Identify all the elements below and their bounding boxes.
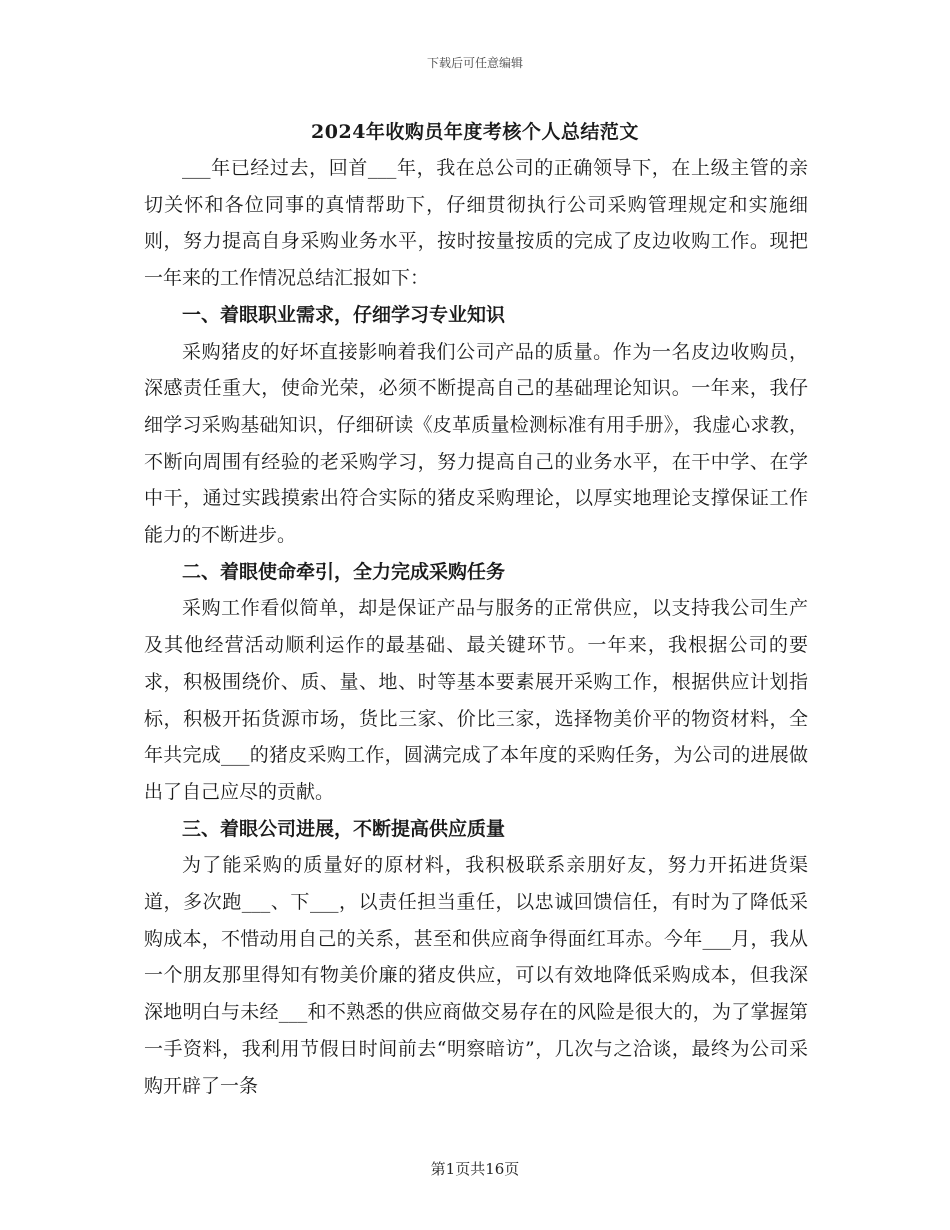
page-number-footer: 第1页共16页 [430, 1160, 520, 1178]
section-body-2: 采购工作看似简单，却是保证产品与服务的正常供应，以支持我公司生产及其他经营活动顺利运作的最基础、最关键环节。一年来，我根据公司的要求，积极围绕价、质、量、地、时等基本要素展开采购工作，根据供应计划指标，积极开拓货源市场，货比三家、价比三家，选择物美价平的物资材料，全年共完成___的猪皮采购工作，圆满完成了本年度的采购任务，为公司的进展做出了自己应尽的贡献。 [144, 597, 808, 803]
document-title: 2024年收购员年度考核个人总结范文 [311, 121, 639, 143]
section-heading-1: 一、着眼职业需求，仔细学习专业知识 [182, 303, 506, 326]
section-heading-2: 二、着眼使命牵引，全力完成采购任务 [182, 560, 506, 583]
section-body-1: 采购猪皮的好坏直接影响着我们公司产品的质量。作为一名皮边收购员，深感责任重大，使命光荣，必须不断提高自己的基础理论知识。一年来，我仔细学习采购基础知识，仔细研读《皮革质量检测标准有用手册》，我虚心求教，不断向周围有经验的老采购学习，努力提高自己的业务水平，在干中学、在学中干，通过实践摸索出符合实际的猪皮采购理论，以厚实地理论支撑保证工作能力的不断进步。 [144, 340, 808, 547]
intro-paragraph: ___年已经过去，回首___年，我在总公司的正确领导下，在上级主管的亲切关怀和各位同事的真情帮助下，仔细贯彻执行公司采购管理规定和实施细则，努力提高自身采购业务水平，按时按量按质的完成了皮边收购工作。现把一年来的工作情况总结汇报如下： [144, 157, 808, 290]
section-body-3: 为了能采购的质量好的原材料，我积极联系亲朋好友，努力开拓进货渠道，多次跑___、下___，以责任担当重任，以忠诚回馈信任，有时为了降低采购成本，不惜动用自己的关系，甚至和供应商争得面红耳赤。今年___月，我从一个朋友那里得知有物美价廉的猪皮供应，可以有效地降低采购成本，但我深深地明白与未经___和不熟悉的供应商做交易存在的风险是很大的，为了掌握第一手资料，我利用节假日时间前去“明察暗访”，几次与之洽谈，最终为公司采购开辟了一条 [144, 854, 808, 1097]
page-header-note: 下载后可任意编辑 [426, 56, 523, 70]
document-body [144, 150, 808, 1104]
section-heading-3: 三、着眼公司进展，不断提高供应质量 [182, 817, 506, 840]
